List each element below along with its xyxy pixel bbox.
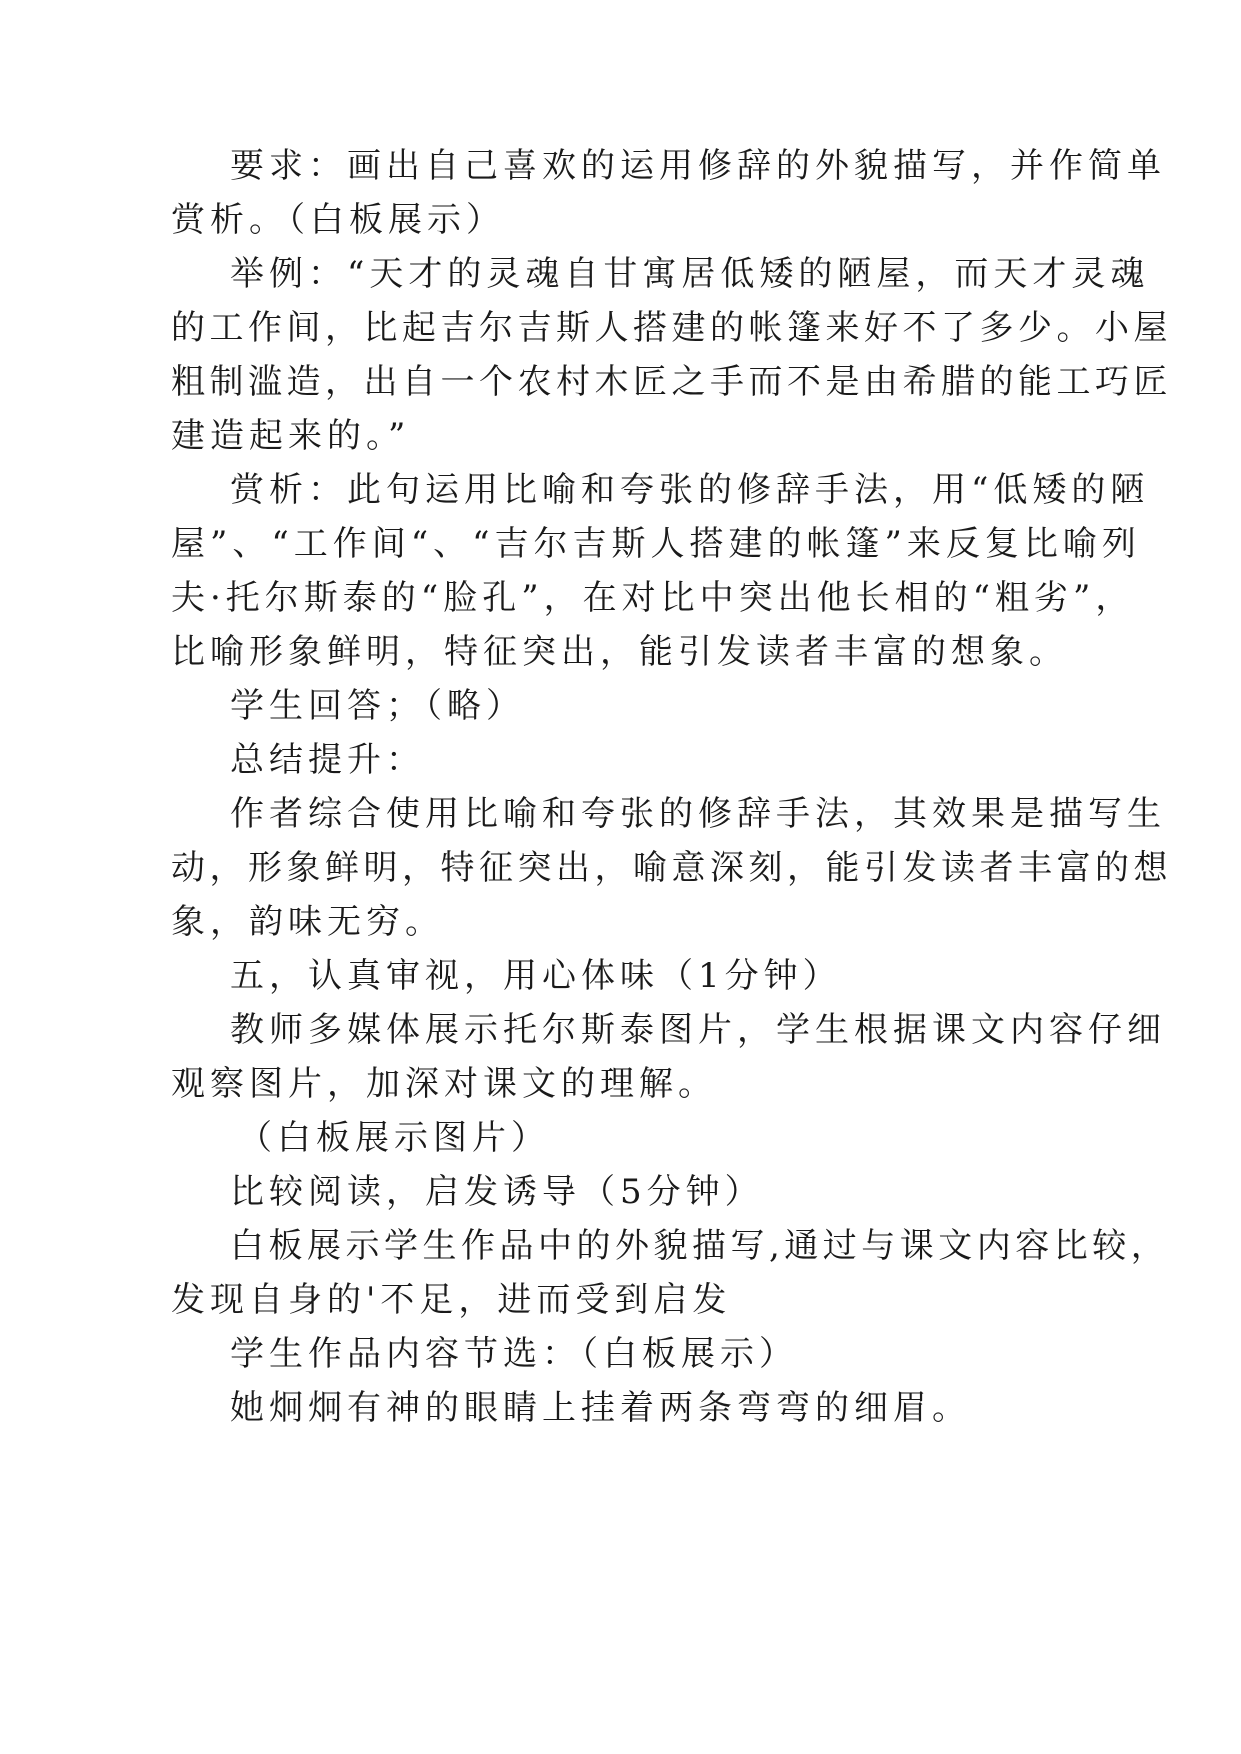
- text-line: 作者综合使用比喻和夸张的修辞手法，其效果是描写生: [230, 794, 1166, 834]
- text-line: 学生作品内容节选：（白板展示）: [230, 1334, 798, 1374]
- text-line: 夫·托尔斯泰的“脸孔”，在对比中突出他长相的“粗劣”，: [171, 578, 1135, 618]
- text-line: 观察图片，加深对课文的理解。: [171, 1064, 717, 1104]
- text-line: 她炯炯有神的眼睛上挂着两条弯弯的细眉。: [230, 1388, 971, 1428]
- text-line: 要求：画出自己喜欢的运用修辞的外貌描写，并作简单: [230, 146, 1166, 186]
- text-line: 学生回答；（略）: [230, 686, 525, 726]
- text-line: 教师多媒体展示托尔斯泰图片，学生根据课文内容仔细: [230, 1010, 1166, 1050]
- text-line: 赏析。（白板展示）: [171, 200, 505, 240]
- text-line: 屋”、“工作间“、“吉尔吉斯人搭建的帐篷”来反复比喻列: [171, 524, 1141, 564]
- text-line: 赏析：此句运用比喻和夸张的修辞手法，用“低矮的陋: [230, 470, 1150, 510]
- text-line: 发现自身的'不足，进而受到启发: [171, 1280, 732, 1320]
- text-line: 比喻形象鲜明，特征突出，能引发读者丰富的想象。: [171, 632, 1068, 672]
- text-line: 比较阅读，启发诱导（5分钟）: [230, 1172, 764, 1212]
- text-line: （白板展示图片）: [238, 1118, 550, 1158]
- text-line: 动，形象鲜明，特征突出，喻意深刻，能引发读者丰富的想: [171, 848, 1172, 888]
- text-line: 总结提升：: [230, 740, 425, 780]
- text-line: 白板展示学生作品中的外貌描写,通过与课文内容比较，: [230, 1226, 1170, 1266]
- text-line: 的工作间，比起吉尔吉斯人搭建的帐篷来好不了多少。小屋: [171, 308, 1172, 348]
- text-line: 五，认真审视，用心体味（1分钟）: [230, 956, 842, 996]
- text-line: 举例：“天才的灵魂自甘寓居低矮的陋屋，而天才灵魂: [230, 254, 1150, 294]
- text-line: 象，韵味无穷。: [171, 902, 444, 942]
- text-line: 建造起来的。”: [171, 416, 411, 456]
- text-line: 粗制滥造，出自一个农村木匠之手而不是由希腊的能工巧匠: [171, 362, 1172, 402]
